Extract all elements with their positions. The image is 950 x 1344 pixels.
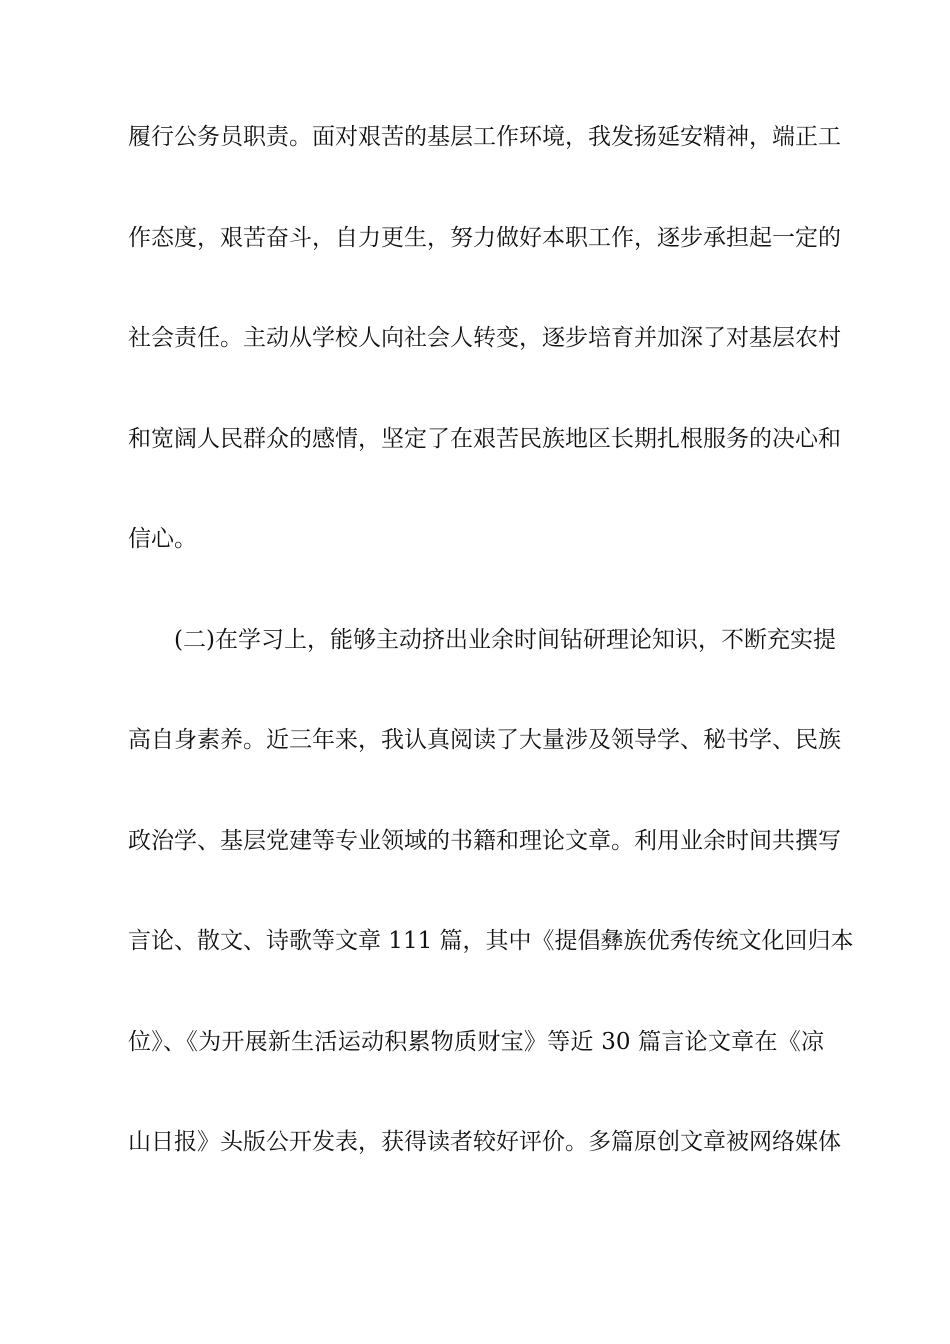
paragraph-line: 作态度，艰苦奋斗，自力更生，努力做好本职工作，逐步承担起一定的 [128,224,841,251]
paragraph-line: 信心。 [128,526,197,552]
paragraph-line: 政治学、基层党建等专业领域的书籍和理论文章。利用业余时间共撰写 [128,827,841,854]
paragraph-line: 和宽阔人民群众的感情，坚定了在艰苦民族地区长期扎根服务的决心和 [128,425,841,452]
paragraph-line: 位》、《为开展新生活运动积累物质财宝》等近 30 篇言论文章在《凉 [128,1028,824,1055]
paragraph-line: 高自身素养。近三年来，我认真阅读了大量涉及领导学、秘书学、民族 [128,727,841,753]
paragraph-line: 履行公务员职责。面对艰苦的基层工作环境，我发扬延安精神，端正工 [128,124,841,150]
paragraph-line: (二)在学习上，能够主动挤出业余时间钻研理论知识，不断充实提 [174,626,836,653]
document-body [128,112,854,1218]
paragraph-line: 社会责任。主动从学校人向社会人转变，逐步培育并加深了对基层农村 [128,325,841,351]
paragraph-line: 言论、散文、诗歌等文章 111 篇，其中《提倡彝族优秀传统文化回归本 [128,928,854,954]
paragraph-line: 山日报》头版公开发表，获得读者较好评价。多篇原创文章被网络媒体 [128,1129,841,1155]
